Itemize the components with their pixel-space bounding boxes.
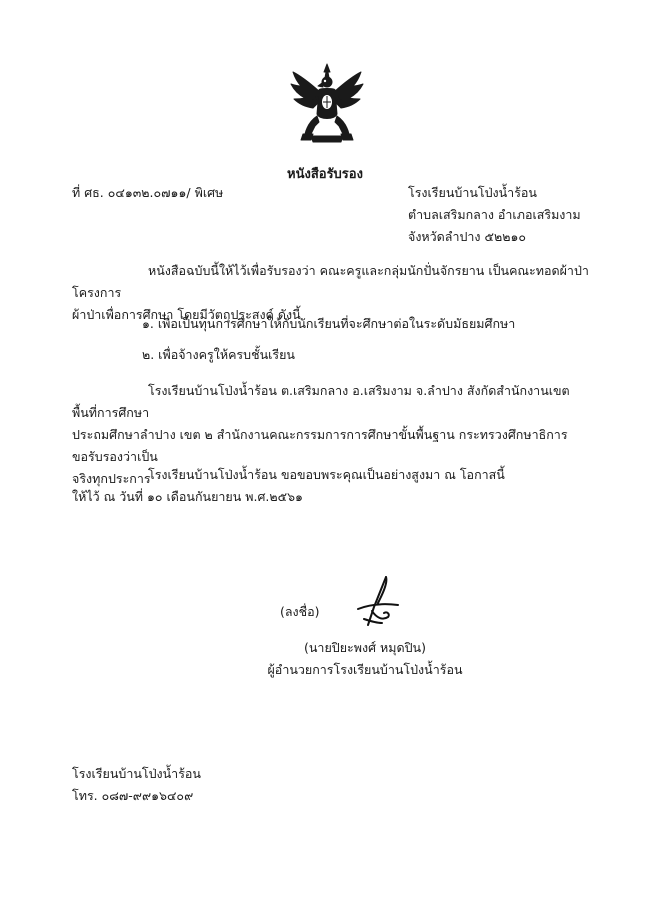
garuda-emblem-icon xyxy=(289,62,365,148)
signer-name: (นายปิยะพงศ์ หมุดปิน) xyxy=(304,640,426,655)
address-line-3: จังหวัดลำปาง ๕๒๒๑๐ xyxy=(408,229,527,244)
thanks-line-2: ให้ไว้ ณ วันที่ ๑๐ เดือนกันยายน พ.ศ.๒๕๖๑ xyxy=(72,489,303,504)
address-line-2: ตำบลเสริมกลาง อำเภอเสริมงาม xyxy=(408,207,581,222)
signer-position: ผู้อำนวยการโรงเรียนบ้านโป่งน้ำร้อน xyxy=(267,662,463,677)
document-title: หนังสือรับรอง xyxy=(287,167,363,182)
certify-line-3: จริงทุกประการ xyxy=(72,471,151,486)
thanks-paragraph xyxy=(72,464,592,508)
purpose-item-1: ๑. เพื่อเป็นทุนการศึกษาให้กับนักเรียนที่จะศึกษาต่อในระดับมัธยมศึกษา xyxy=(142,316,516,331)
certify-line-1: โรงเรียนบ้านโป่งน้ำร้อน ต.เสริมกลาง อ.เสริมงาม จ.ลำปาง สังกัดสำนักงานเขตพื้นที่การศึกษา xyxy=(72,383,570,420)
reference-number: ที่ ศธ. ๐๔๑๓๒.๐๗๑๑/ พิเศษ xyxy=(72,185,224,200)
certify-line-2: ประถมศึกษาลำปาง เขต ๒ สำนักงานคณะกรรมการการศึกษาขั้นพื้นฐาน กระทรวงศึกษาธิการ ขอรับรองว่าเป็น xyxy=(72,427,568,464)
footer-school: โรงเรียนบ้านโป่งน้ำร้อน xyxy=(72,766,201,781)
purpose-item-2: ๒. เพื่อจ้างครูให้ครบชั้นเรียน xyxy=(142,347,295,362)
handwritten-signature-icon xyxy=(352,573,404,631)
intro-line-2: ผ้าป่าเพื่อการศึกษา โดยมีวัตถุประสงค์ ดังนี้ xyxy=(72,307,301,322)
thanks-line-1: โรงเรียนบ้านโป่งน้ำร้อน ขอขอบพระคุณเป็นอย่างสูงมา ณ โอกาสนี้ xyxy=(148,467,505,482)
footer-phone: โทร. ๐๘๗-๙๙๑๖๔๐๙ xyxy=(72,788,194,803)
intro-line-1: หนังสือฉบับนี้ให้ไว้เพื่อรับรองว่า คณะครูและกลุ่มนักปั่นจักรยาน เป็นคณะทอดผ้าป่าโครงการ xyxy=(72,263,589,300)
sign-label: (ลงชื่อ) xyxy=(280,604,320,619)
address-line-1: โรงเรียนบ้านโป่งน้ำร้อน xyxy=(408,185,537,200)
